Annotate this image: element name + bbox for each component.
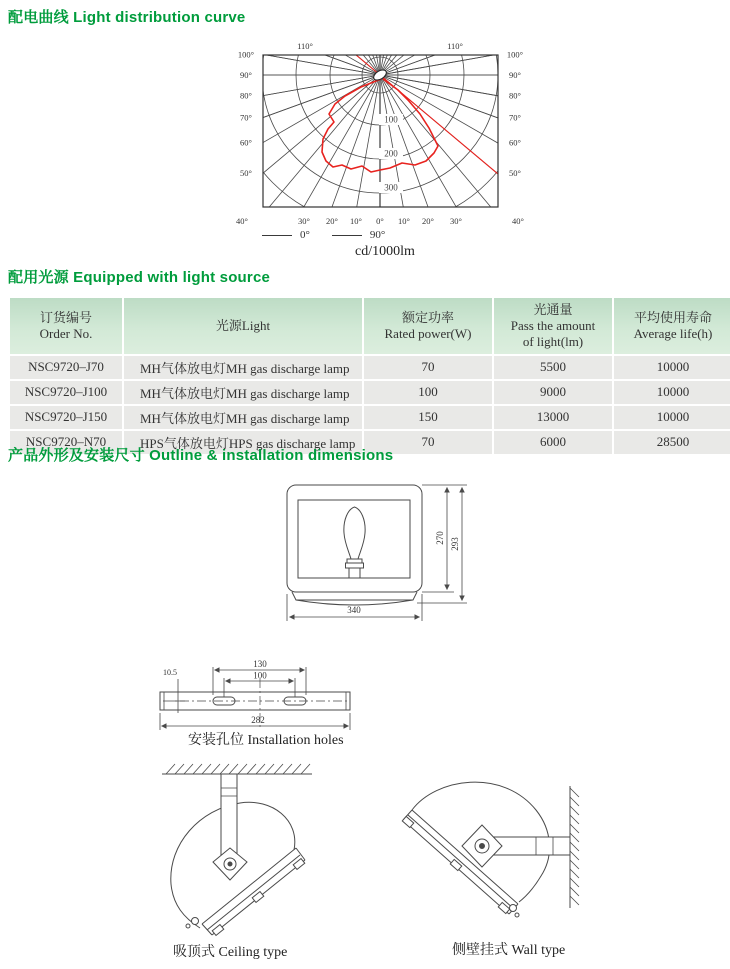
- svg-text:70°: 70°: [509, 112, 521, 123]
- table-header-row: [10, 298, 730, 354]
- ceiling-type-caption: 吸顶式 Ceiling type: [173, 945, 288, 960]
- svg-text:50°: 50°: [240, 168, 252, 179]
- adjust-knob: [192, 918, 199, 925]
- cell-power: 70: [364, 431, 492, 454]
- col-average-life: 平均使用寿命 Average life(h): [614, 298, 730, 354]
- svg-text:40°: 40°: [236, 216, 248, 226]
- cell-light: HPS气体放电灯HPS gas discharge lamp: [124, 431, 362, 454]
- svg-text:40°: 40°: [512, 216, 524, 226]
- col-luminous-flux: 光通量 Pass the amount of light(lm): [494, 298, 612, 354]
- svg-text:200: 200: [384, 148, 398, 159]
- mount-pole: [221, 774, 237, 856]
- cell-life: 10000: [614, 356, 730, 379]
- light-source-table: [8, 296, 730, 456]
- svg-text:90°: 90°: [509, 70, 521, 80]
- mount-arm: [493, 837, 570, 855]
- legend-label: 0°: [300, 229, 310, 241]
- legend-line-icon: [332, 235, 362, 236]
- cell-light: MH气体放电灯MH gas discharge lamp: [124, 356, 362, 379]
- svg-text:70°: 70°: [240, 112, 252, 123]
- cell-order-no: NSC9720–J70: [10, 356, 122, 379]
- cell-flux: 13000: [494, 406, 612, 429]
- svg-text:30°: 30°: [298, 216, 310, 226]
- cell-order-no: NSC9720–J100: [10, 381, 122, 404]
- legend-item-90deg: [332, 229, 385, 241]
- wall-mount-drawing: [398, 758, 608, 938]
- col-order-no: 订货编号 Order No.: [10, 298, 122, 354]
- svg-text:20°: 20°: [326, 216, 338, 226]
- dim-130: 130: [253, 659, 267, 669]
- cell-power: 70: [364, 356, 492, 379]
- section-title-outline: 产品外形及安装尺寸 Outline & installation dimensions: [8, 447, 394, 464]
- dim-293: 293: [450, 537, 460, 551]
- wall-type-caption: 侧壁挂式 Wall type: [452, 943, 566, 958]
- svg-text:60°: 60°: [240, 137, 252, 148]
- dim-270: 270: [435, 531, 445, 545]
- svg-text:100: 100: [384, 114, 398, 125]
- table-row: [10, 381, 730, 404]
- cell-power: 100: [364, 381, 492, 404]
- floodlight-body: [287, 485, 422, 592]
- cell-order-no: NSC9720–N70: [10, 431, 122, 454]
- table-row: [10, 406, 730, 429]
- chart-legend: [262, 229, 385, 241]
- svg-text:20°: 20°: [422, 216, 434, 226]
- col-light: 光源Light: [124, 298, 362, 354]
- dim-282: 282: [251, 715, 265, 725]
- cell-flux: 6000: [494, 431, 612, 454]
- svg-text:30°: 30°: [450, 216, 462, 226]
- lamp-bulb: [344, 507, 365, 559]
- visor: [292, 592, 417, 600]
- cell-light: MH气体放电灯MH gas discharge lamp: [124, 406, 362, 429]
- section-title-source: 配用光源 Equipped with light source: [8, 269, 271, 286]
- cell-order-no: NSC9720–J150: [10, 406, 122, 429]
- svg-text:80°: 80°: [509, 90, 521, 101]
- svg-text:100°: 100°: [506, 49, 524, 60]
- lamp-face: [403, 810, 518, 914]
- cell-life: 10000: [614, 406, 730, 429]
- svg-text:110°: 110°: [447, 41, 463, 51]
- svg-text:10°: 10°: [350, 216, 362, 226]
- cell-flux: 5500: [494, 356, 612, 379]
- section-title-distribution: 配电曲线 Light distribution curve: [8, 9, 246, 26]
- svg-text:50°: 50°: [509, 168, 521, 179]
- legend-line-icon: [262, 235, 292, 236]
- legend-label: 90°: [369, 229, 386, 241]
- svg-text:10°: 10°: [398, 216, 410, 226]
- cell-life: 28500: [614, 431, 730, 454]
- cell-life: 10000: [614, 381, 730, 404]
- cell-light: MH气体放电灯MH gas discharge lamp: [124, 381, 362, 404]
- dim-100: 100: [253, 670, 267, 681]
- svg-text:90°: 90°: [240, 70, 252, 80]
- legend-item-0deg: [262, 229, 310, 241]
- svg-text:100°: 100°: [237, 49, 255, 60]
- svg-text:80°: 80°: [240, 90, 252, 101]
- table-row: [10, 356, 730, 379]
- cell-power: 150: [364, 406, 492, 429]
- svg-text:60°: 60°: [509, 137, 521, 148]
- installation-holes-caption: 安装孔位 Installation holes: [188, 733, 344, 748]
- dim-10-5: 10.5: [163, 668, 177, 677]
- svg-text:300: 300: [384, 182, 398, 193]
- light-distribution-chart: [230, 40, 530, 238]
- floodlight-glass: [298, 500, 410, 578]
- svg-text:0°: 0°: [376, 216, 384, 226]
- dim-340: 340: [347, 605, 361, 615]
- col-rated-power: 额定功率 Rated power(W): [364, 298, 492, 354]
- ceiling-mount-drawing: [148, 758, 363, 938]
- outline-drawing: [270, 470, 500, 630]
- chart-unit-label: cd/1000lm: [355, 244, 415, 259]
- cell-flux: 9000: [494, 381, 612, 404]
- adjust-knob: [510, 905, 517, 912]
- svg-text:110°: 110°: [297, 41, 313, 51]
